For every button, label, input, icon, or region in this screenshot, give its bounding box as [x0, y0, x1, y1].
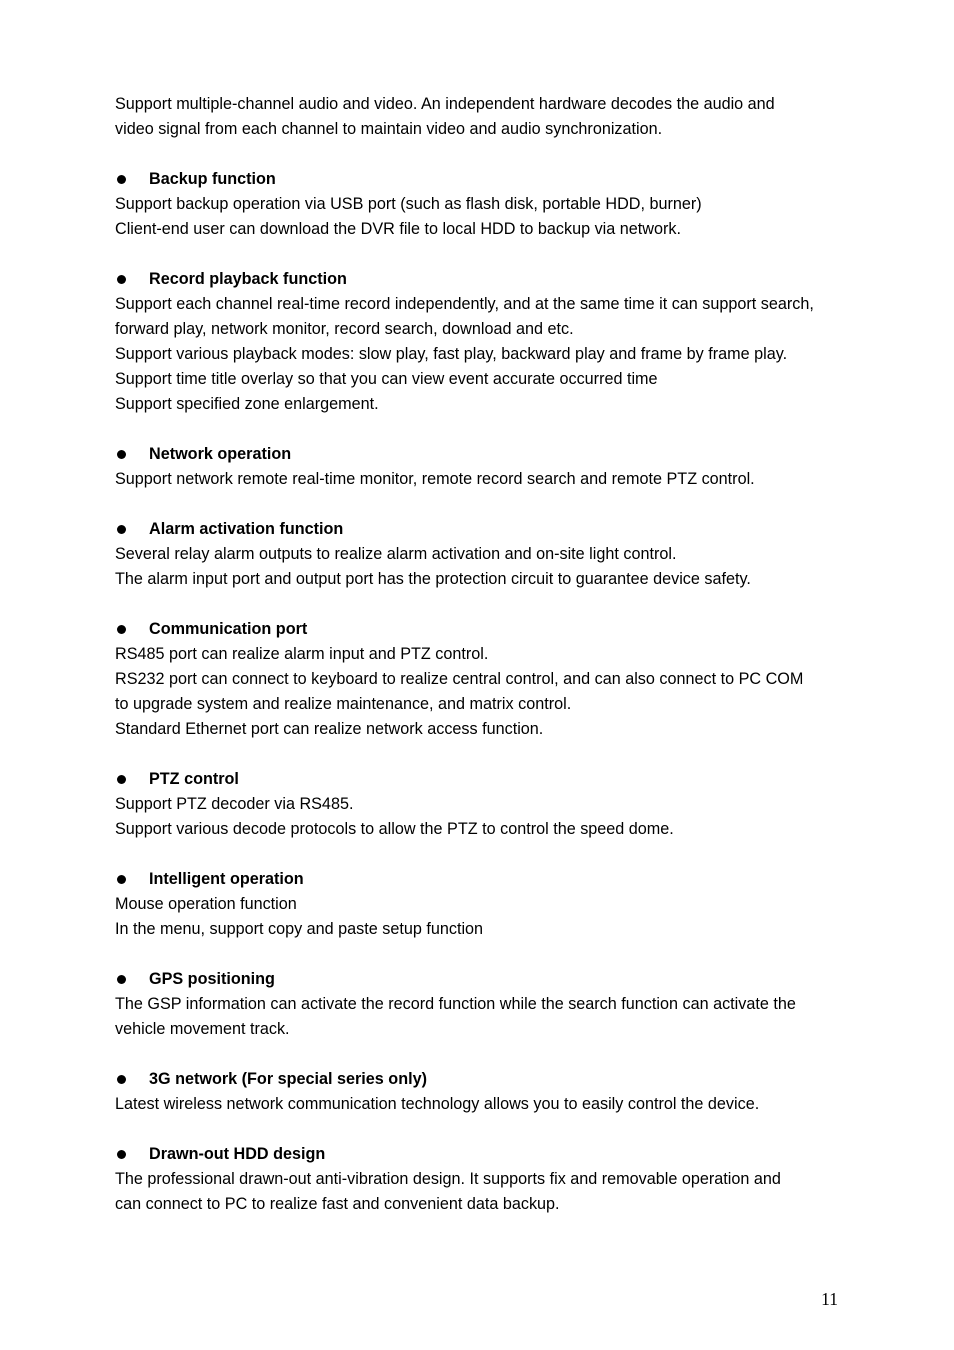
bullet-icon [117, 1150, 126, 1159]
body-line: forward play, network monitor, record search, download and etc. [115, 320, 574, 338]
section-title: Communication port [149, 620, 308, 638]
section-backup-function [115, 167, 855, 242]
section-heading [115, 867, 855, 892]
body-line: Support backup operation via USB port (such as flash disk, portable HDD, burner) [115, 195, 702, 213]
section-communication-port [115, 617, 855, 742]
body-line: Support time title overlay so that you can view event accurate occurred time [115, 370, 658, 388]
body-line: Support specified zone enlargement. [115, 395, 379, 413]
body-line: Support each channel real-time record independently, and at the same time it can support search, [115, 295, 814, 313]
section-title: 3G network (For special series only) [149, 1070, 427, 1088]
intro-paragraph [115, 92, 855, 142]
section-body [115, 192, 855, 242]
section-body [115, 1092, 855, 1117]
section-title: Network operation [149, 445, 292, 463]
section-heading [115, 267, 855, 292]
section-title: Backup function [149, 170, 276, 188]
section-title: Intelligent operation [149, 870, 304, 888]
bullet-icon [117, 625, 126, 634]
body-line: Support network remote real-time monitor, remote record search and remote PTZ control. [115, 470, 755, 488]
section-heading [115, 1067, 855, 1092]
body-line: Client-end user can download the DVR file to local HDD to backup via network. [115, 220, 681, 238]
section-body [115, 542, 855, 592]
body-line: Several relay alarm outputs to realize alarm activation and on-site light control. [115, 545, 677, 563]
section-3g-network [115, 1067, 855, 1117]
body-line: to upgrade system and realize maintenance, and matrix control. [115, 695, 572, 713]
section-title: GPS positioning [149, 970, 275, 988]
body-line: vehicle movement track. [115, 1020, 290, 1038]
section-body [115, 642, 855, 742]
section-record-playback-function [115, 267, 855, 417]
bullet-icon [117, 450, 126, 459]
section-gps-positioning [115, 967, 855, 1042]
bullet-icon [117, 1075, 126, 1084]
section-heading [115, 167, 855, 192]
section-body [115, 892, 855, 942]
body-line: Support PTZ decoder via RS485. [115, 795, 354, 813]
body-line: Support various decode protocols to allow the PTZ to control the speed dome. [115, 820, 674, 838]
section-title: PTZ control [149, 770, 239, 788]
body-line: The alarm input port and output port has the protection circuit to guarantee device safety. [115, 570, 751, 588]
bullet-icon [117, 975, 126, 984]
section-body [115, 992, 855, 1042]
bullet-icon [117, 525, 126, 534]
section-heading [115, 767, 855, 792]
section-body [115, 792, 855, 842]
section-heading [115, 442, 855, 467]
bullet-icon [117, 275, 126, 284]
bullet-icon [117, 775, 126, 784]
body-line: RS232 port can connect to keyboard to realize central control, and can also connect to PC COM [115, 670, 804, 688]
section-heading [115, 617, 855, 642]
section-drawn-out-hdd-design [115, 1142, 855, 1217]
body-line: The professional drawn-out anti-vibration design. It supports fix and removable operation and [115, 1170, 781, 1188]
page-number: 11 [821, 1289, 838, 1309]
body-line: Support various playback modes: slow play, fast play, backward play and frame by frame play. [115, 345, 788, 363]
intro-line: video signal from each channel to maintain video and audio synchronization. [115, 120, 663, 138]
body-line: RS485 port can realize alarm input and PTZ control. [115, 645, 489, 663]
bullet-icon [117, 175, 126, 184]
section-heading [115, 967, 855, 992]
intro-line: Support multiple-channel audio and video. An independent hardware decodes the audio and [115, 95, 775, 113]
section-body [115, 1167, 855, 1217]
section-title: Record playback function [149, 270, 347, 288]
section-title: Drawn-out HDD design [149, 1145, 326, 1163]
section-body [115, 467, 855, 492]
section-alarm-activation-function [115, 517, 855, 592]
section-title: Alarm activation function [149, 520, 344, 538]
section-intelligent-operation [115, 867, 855, 942]
section-network-operation [115, 442, 855, 492]
bullet-icon [117, 875, 126, 884]
body-line: The GSP information can activate the record function while the search function can activate the [115, 995, 796, 1013]
body-line: In the menu, support copy and paste setup function [115, 920, 484, 938]
section-heading [115, 1142, 855, 1167]
body-line: Standard Ethernet port can realize network access function. [115, 720, 544, 738]
page-content [115, 92, 855, 1217]
section-heading [115, 517, 855, 542]
body-line: Mouse operation function [115, 895, 297, 913]
section-ptz-control [115, 767, 855, 842]
body-line: Latest wireless network communication technology allows you to easily control the device. [115, 1095, 760, 1113]
section-body [115, 292, 855, 417]
body-line: can connect to PC to realize fast and convenient data backup. [115, 1195, 560, 1213]
